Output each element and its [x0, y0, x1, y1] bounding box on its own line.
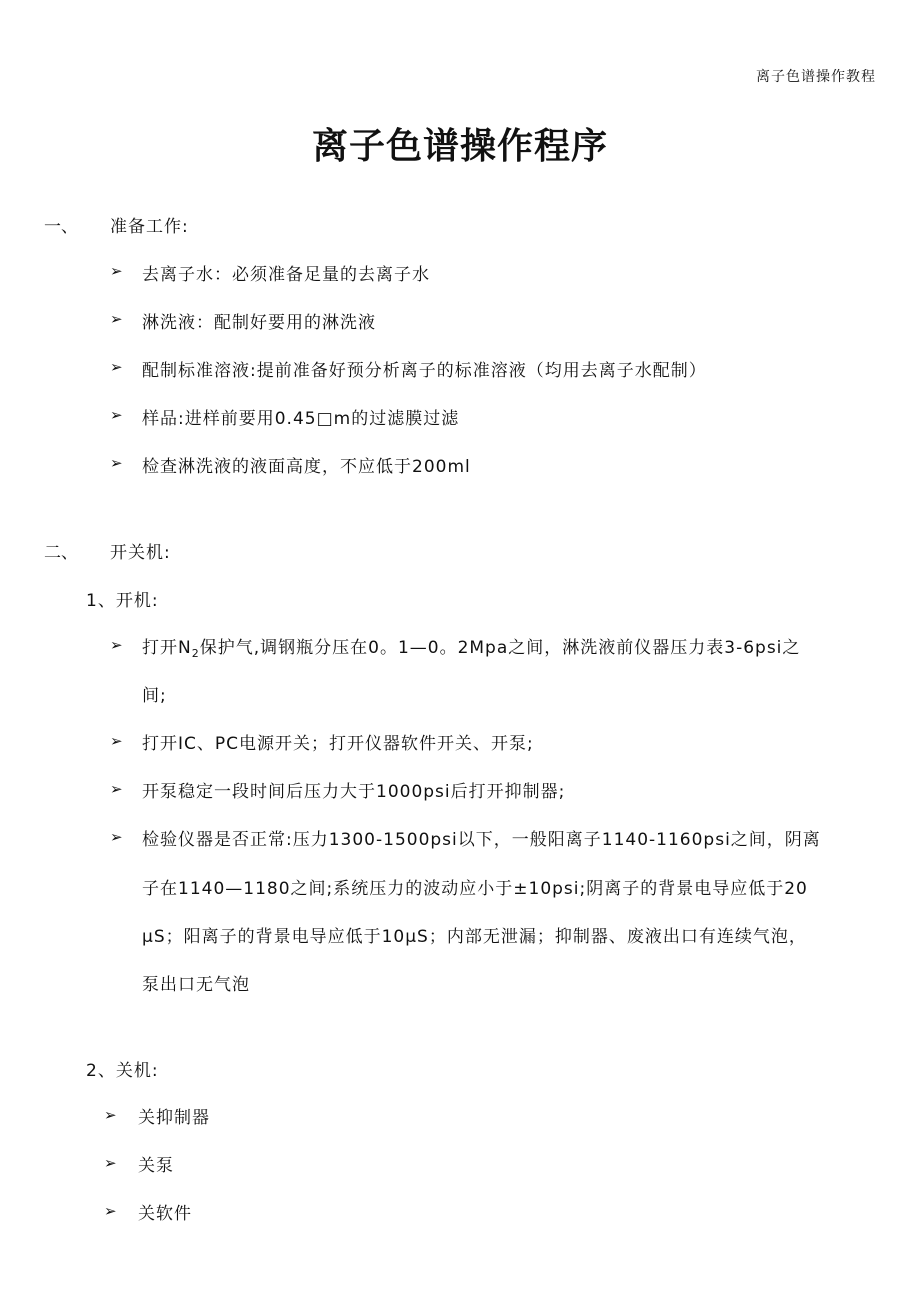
page-title: 离子色谱操作程序 — [311, 126, 608, 167]
startup-item-4-line: 子在1140—1180之间;系统压力的波动应小于±10psi;阴离子的背景电导应低于20 — [142, 879, 808, 899]
startup-item-1-pre: 打开N — [142, 638, 192, 658]
arrow-bullet-icon: ➢ — [104, 1106, 117, 1124]
shutdown-heading: 2、关机: — [86, 1061, 159, 1081]
shutdown-item: 关泵 — [138, 1156, 174, 1176]
arrow-bullet-icon: ➢ — [110, 454, 123, 472]
startup-item-3: 开泵稳定一段时间后压力大于1000psi后打开抑制器; — [142, 782, 566, 802]
startup-heading: 1、开机: — [86, 591, 159, 611]
startup-item-1-continuation: 间; — [142, 686, 167, 706]
arrow-bullet-icon: ➢ — [110, 828, 123, 846]
section1-item: 配制标准溶液:提前准备好预分析离子的标准溶液（均用去离子水配制） — [142, 361, 707, 381]
arrow-bullet-icon: ➢ — [104, 1154, 117, 1172]
startup-item-1-post: 保护气,调钢瓶分压在0。1—0。2Mpa之间，淋洗液前仪器压力表3-6psi之 — [199, 638, 801, 658]
startup-item-4-line: μS；阳离子的背景电导应低于10μS；内部无泄漏；抑制器、废液出口有连续气泡， — [142, 927, 807, 947]
section1-item: 样品:进样前要用0.45□m的过滤膜过滤 — [142, 409, 460, 429]
startup-item-1 — [142, 633, 800, 660]
arrow-bullet-icon: ➢ — [110, 310, 123, 328]
shutdown-item: 关抑制器 — [138, 1108, 210, 1128]
section1-number: 一、 — [44, 217, 78, 237]
shutdown-item: 关软件 — [138, 1204, 192, 1224]
section1-item: 淋洗液：配制好要用的淋洗液 — [142, 313, 376, 333]
section2-number: 二、 — [44, 543, 78, 563]
section1-item: 去离子水：必须准备足量的去离子水 — [142, 265, 430, 285]
section1-heading: 准备工作: — [110, 217, 189, 237]
arrow-bullet-icon: ➢ — [110, 780, 123, 798]
arrow-bullet-icon: ➢ — [110, 262, 123, 280]
header-note: 离子色谱操作教程 — [756, 69, 876, 85]
arrow-bullet-icon: ➢ — [110, 732, 123, 750]
arrow-bullet-icon: ➢ — [110, 358, 123, 376]
arrow-bullet-icon: ➢ — [110, 636, 123, 654]
arrow-bullet-icon: ➢ — [110, 406, 123, 424]
startup-item-4-line: 泵出口无气泡 — [142, 975, 250, 995]
startup-item-4-line: 检验仪器是否正常:压力1300-1500psi以下，一般阳离子1140-1160psi之间，阴离 — [142, 830, 821, 850]
startup-item-1-subscript: 2 — [191, 647, 200, 660]
arrow-bullet-icon: ➢ — [104, 1202, 117, 1220]
section2-heading: 开关机: — [110, 543, 171, 563]
section1-item: 检查淋洗液的液面高度，不应低于200ml — [142, 457, 471, 477]
startup-item-2: 打开IC、PC电源开关；打开仪器软件开关、开泵; — [142, 734, 534, 754]
